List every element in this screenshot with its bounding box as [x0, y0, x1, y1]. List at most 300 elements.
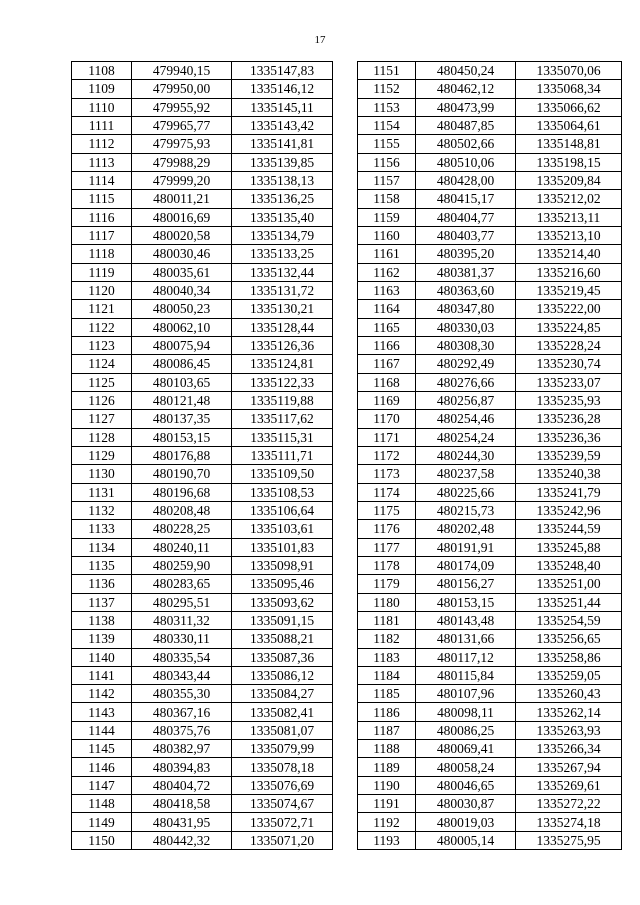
point-number-cell: 1140 [72, 648, 132, 666]
table-row [72, 190, 333, 208]
x-coordinate-cell: 480237,58 [416, 465, 516, 483]
x-coordinate-cell: 480418,58 [132, 795, 232, 813]
point-number-cell: 1179 [358, 575, 416, 593]
x-coordinate-cell: 480005,14 [416, 831, 516, 849]
point-number-cell: 1121 [72, 300, 132, 318]
table-row [358, 703, 622, 721]
table-row [358, 336, 622, 354]
table-row [72, 556, 333, 574]
table-row [358, 98, 622, 116]
y-coordinate-cell: 1335228,24 [516, 336, 622, 354]
y-coordinate-cell: 1335122,33 [232, 373, 333, 391]
y-coordinate-cell: 1335087,36 [232, 648, 333, 666]
y-coordinate-cell: 1335269,61 [516, 776, 622, 794]
y-coordinate-cell: 1335222,00 [516, 300, 622, 318]
x-coordinate-cell: 480355,30 [132, 685, 232, 703]
table-row [358, 556, 622, 574]
x-coordinate-cell: 480115,84 [416, 666, 516, 684]
point-number-cell: 1148 [72, 795, 132, 813]
table-row [72, 263, 333, 281]
point-number-cell: 1159 [358, 208, 416, 226]
x-coordinate-cell: 479999,20 [132, 171, 232, 189]
x-coordinate-cell: 480190,70 [132, 465, 232, 483]
x-coordinate-cell: 480121,48 [132, 391, 232, 409]
x-coordinate-cell: 480196,68 [132, 483, 232, 501]
x-coordinate-cell: 480295,51 [132, 593, 232, 611]
x-coordinate-cell: 480143,48 [416, 611, 516, 629]
table-row [72, 391, 333, 409]
table-row [72, 483, 333, 501]
table-row [72, 740, 333, 758]
point-number-cell: 1115 [72, 190, 132, 208]
x-coordinate-cell: 480415,17 [416, 190, 516, 208]
y-coordinate-cell: 1335130,21 [232, 300, 333, 318]
point-number-cell: 1191 [358, 795, 416, 813]
y-coordinate-cell: 1335242,96 [516, 501, 622, 519]
x-coordinate-cell: 480103,65 [132, 373, 232, 391]
table-row [72, 208, 333, 226]
y-coordinate-cell: 1335091,15 [232, 611, 333, 629]
point-number-cell: 1172 [358, 446, 416, 464]
table-row [358, 483, 622, 501]
y-coordinate-cell: 1335133,25 [232, 245, 333, 263]
y-coordinate-cell: 1335141,81 [232, 135, 333, 153]
point-number-cell: 1137 [72, 593, 132, 611]
y-coordinate-cell: 1335081,07 [232, 721, 333, 739]
y-coordinate-cell: 1335139,85 [232, 153, 333, 171]
x-coordinate-cell: 480228,25 [132, 520, 232, 538]
point-number-cell: 1120 [72, 281, 132, 299]
y-coordinate-cell: 1335235,93 [516, 391, 622, 409]
coordinate-table-right [357, 61, 622, 850]
y-coordinate-cell: 1335109,50 [232, 465, 333, 483]
point-number-cell: 1132 [72, 501, 132, 519]
y-coordinate-cell: 1335076,69 [232, 776, 333, 794]
table-row [358, 300, 622, 318]
point-number-cell: 1111 [72, 116, 132, 134]
x-coordinate-cell: 480450,24 [416, 62, 516, 80]
x-coordinate-cell: 480086,45 [132, 355, 232, 373]
table-row [358, 116, 622, 134]
table-row [72, 465, 333, 483]
table-row [72, 446, 333, 464]
point-number-cell: 1183 [358, 648, 416, 666]
table-row [358, 465, 622, 483]
table-row [72, 281, 333, 299]
point-number-cell: 1108 [72, 62, 132, 80]
point-number-cell: 1177 [358, 538, 416, 556]
x-coordinate-cell: 480137,35 [132, 410, 232, 428]
y-coordinate-cell: 1335084,27 [232, 685, 333, 703]
table-row [72, 116, 333, 134]
x-coordinate-cell: 480502,66 [416, 135, 516, 153]
point-number-cell: 1154 [358, 116, 416, 134]
y-coordinate-cell: 1335146,12 [232, 80, 333, 98]
x-coordinate-cell: 480343,44 [132, 666, 232, 684]
coordinate-table-right-body [358, 62, 622, 850]
table-row [72, 611, 333, 629]
x-coordinate-cell: 480058,24 [416, 758, 516, 776]
point-number-cell: 1160 [358, 226, 416, 244]
x-coordinate-cell: 479940,15 [132, 62, 232, 80]
x-coordinate-cell: 480240,11 [132, 538, 232, 556]
table-row [358, 813, 622, 831]
point-number-cell: 1145 [72, 740, 132, 758]
point-number-cell: 1143 [72, 703, 132, 721]
x-coordinate-cell: 480381,37 [416, 263, 516, 281]
y-coordinate-cell: 1335214,40 [516, 245, 622, 263]
x-coordinate-cell: 480308,30 [416, 336, 516, 354]
y-coordinate-cell: 1335230,74 [516, 355, 622, 373]
y-coordinate-cell: 1335213,10 [516, 226, 622, 244]
x-coordinate-cell: 480069,41 [416, 740, 516, 758]
y-coordinate-cell: 1335147,83 [232, 62, 333, 80]
y-coordinate-cell: 1335209,84 [516, 171, 622, 189]
point-number-cell: 1175 [358, 501, 416, 519]
x-coordinate-cell: 480292,49 [416, 355, 516, 373]
y-coordinate-cell: 1335239,59 [516, 446, 622, 464]
y-coordinate-cell: 1335259,05 [516, 666, 622, 684]
point-number-cell: 1123 [72, 336, 132, 354]
y-coordinate-cell: 1335254,59 [516, 611, 622, 629]
table-row [358, 593, 622, 611]
x-coordinate-cell: 480311,32 [132, 611, 232, 629]
y-coordinate-cell: 1335213,11 [516, 208, 622, 226]
table-row [358, 630, 622, 648]
table-row [72, 373, 333, 391]
x-coordinate-cell: 480075,94 [132, 336, 232, 354]
y-coordinate-cell: 1335119,88 [232, 391, 333, 409]
x-coordinate-cell: 480335,54 [132, 648, 232, 666]
point-number-cell: 1153 [358, 98, 416, 116]
table-row [72, 410, 333, 428]
x-coordinate-cell: 480404,72 [132, 776, 232, 794]
y-coordinate-cell: 1335244,59 [516, 520, 622, 538]
x-coordinate-cell: 480394,83 [132, 758, 232, 776]
y-coordinate-cell: 1335115,31 [232, 428, 333, 446]
x-coordinate-cell: 480016,69 [132, 208, 232, 226]
point-number-cell: 1141 [72, 666, 132, 684]
point-number-cell: 1176 [358, 520, 416, 538]
y-coordinate-cell: 1335219,45 [516, 281, 622, 299]
point-number-cell: 1187 [358, 721, 416, 739]
table-row [358, 575, 622, 593]
y-coordinate-cell: 1335143,42 [232, 116, 333, 134]
point-number-cell: 1112 [72, 135, 132, 153]
x-coordinate-cell: 480208,48 [132, 501, 232, 519]
y-coordinate-cell: 1335260,43 [516, 685, 622, 703]
table-row [72, 666, 333, 684]
x-coordinate-cell: 479975,93 [132, 135, 232, 153]
y-coordinate-cell: 1335134,79 [232, 226, 333, 244]
table-row [358, 428, 622, 446]
table-row [358, 263, 622, 281]
point-number-cell: 1181 [358, 611, 416, 629]
table-row [72, 428, 333, 446]
point-number-cell: 1180 [358, 593, 416, 611]
point-number-cell: 1188 [358, 740, 416, 758]
x-coordinate-cell: 480019,03 [416, 813, 516, 831]
table-row [72, 795, 333, 813]
point-number-cell: 1167 [358, 355, 416, 373]
x-coordinate-cell: 479955,92 [132, 98, 232, 116]
point-number-cell: 1169 [358, 391, 416, 409]
y-coordinate-cell: 1335241,79 [516, 483, 622, 501]
table-row [358, 318, 622, 336]
x-coordinate-cell: 480473,99 [416, 98, 516, 116]
x-coordinate-cell: 480487,85 [416, 116, 516, 134]
table-row [358, 501, 622, 519]
point-number-cell: 1113 [72, 153, 132, 171]
x-coordinate-cell: 480403,77 [416, 226, 516, 244]
point-number-cell: 1182 [358, 630, 416, 648]
y-coordinate-cell: 1335126,36 [232, 336, 333, 354]
table-row [72, 776, 333, 794]
table-row [358, 208, 622, 226]
table-row [358, 62, 622, 80]
table-row [72, 153, 333, 171]
x-coordinate-cell: 480382,97 [132, 740, 232, 758]
point-number-cell: 1131 [72, 483, 132, 501]
point-number-cell: 1155 [358, 135, 416, 153]
point-number-cell: 1134 [72, 538, 132, 556]
x-coordinate-cell: 480035,61 [132, 263, 232, 281]
point-number-cell: 1170 [358, 410, 416, 428]
point-number-cell: 1136 [72, 575, 132, 593]
table-row [72, 355, 333, 373]
coordinate-table-left-body [72, 62, 333, 850]
table-row [72, 336, 333, 354]
point-number-cell: 1127 [72, 410, 132, 428]
x-coordinate-cell: 480153,15 [132, 428, 232, 446]
x-coordinate-cell: 480363,60 [416, 281, 516, 299]
point-number-cell: 1122 [72, 318, 132, 336]
table-row [72, 758, 333, 776]
table-row [358, 281, 622, 299]
x-coordinate-cell: 480117,12 [416, 648, 516, 666]
x-coordinate-cell: 480225,66 [416, 483, 516, 501]
y-coordinate-cell: 1335111,71 [232, 446, 333, 464]
x-coordinate-cell: 480040,34 [132, 281, 232, 299]
y-coordinate-cell: 1335251,00 [516, 575, 622, 593]
y-coordinate-cell: 1335251,44 [516, 593, 622, 611]
x-coordinate-cell: 480050,23 [132, 300, 232, 318]
y-coordinate-cell: 1335256,65 [516, 630, 622, 648]
x-coordinate-cell: 480510,06 [416, 153, 516, 171]
table-row [358, 80, 622, 98]
x-coordinate-cell: 480191,91 [416, 538, 516, 556]
x-coordinate-cell: 480153,15 [416, 593, 516, 611]
table-row [358, 391, 622, 409]
point-number-cell: 1178 [358, 556, 416, 574]
table-row [358, 611, 622, 629]
table-row [358, 226, 622, 244]
x-coordinate-cell: 480283,65 [132, 575, 232, 593]
point-number-cell: 1118 [72, 245, 132, 263]
y-coordinate-cell: 1335103,61 [232, 520, 333, 538]
y-coordinate-cell: 1335108,53 [232, 483, 333, 501]
point-number-cell: 1146 [72, 758, 132, 776]
table-row [358, 538, 622, 556]
y-coordinate-cell: 1335248,40 [516, 556, 622, 574]
y-coordinate-cell: 1335131,72 [232, 281, 333, 299]
point-number-cell: 1152 [358, 80, 416, 98]
point-number-cell: 1157 [358, 171, 416, 189]
y-coordinate-cell: 1335216,60 [516, 263, 622, 281]
point-number-cell: 1185 [358, 685, 416, 703]
point-number-cell: 1158 [358, 190, 416, 208]
point-number-cell: 1149 [72, 813, 132, 831]
point-number-cell: 1117 [72, 226, 132, 244]
table-row [72, 575, 333, 593]
y-coordinate-cell: 1335236,28 [516, 410, 622, 428]
y-coordinate-cell: 1335124,81 [232, 355, 333, 373]
y-coordinate-cell: 1335078,18 [232, 758, 333, 776]
table-row [72, 630, 333, 648]
point-number-cell: 1161 [358, 245, 416, 263]
point-number-cell: 1142 [72, 685, 132, 703]
y-coordinate-cell: 1335136,25 [232, 190, 333, 208]
table-row [358, 373, 622, 391]
point-number-cell: 1156 [358, 153, 416, 171]
page-number: 17 [314, 34, 326, 46]
x-coordinate-cell: 480276,66 [416, 373, 516, 391]
point-number-cell: 1135 [72, 556, 132, 574]
table-row [72, 135, 333, 153]
y-coordinate-cell: 1335262,14 [516, 703, 622, 721]
y-coordinate-cell: 1335101,83 [232, 538, 333, 556]
x-coordinate-cell: 480062,10 [132, 318, 232, 336]
x-coordinate-cell: 480156,27 [416, 575, 516, 593]
x-coordinate-cell: 480330,03 [416, 318, 516, 336]
x-coordinate-cell: 480462,12 [416, 80, 516, 98]
table-row [358, 153, 622, 171]
y-coordinate-cell: 1335258,86 [516, 648, 622, 666]
y-coordinate-cell: 1335128,44 [232, 318, 333, 336]
table-row [358, 355, 622, 373]
point-number-cell: 1186 [358, 703, 416, 721]
x-coordinate-cell: 480367,16 [132, 703, 232, 721]
point-number-cell: 1151 [358, 62, 416, 80]
point-number-cell: 1139 [72, 630, 132, 648]
x-coordinate-cell: 480330,11 [132, 630, 232, 648]
y-coordinate-cell: 1335138,13 [232, 171, 333, 189]
x-coordinate-cell: 480254,46 [416, 410, 516, 428]
table-row [72, 703, 333, 721]
y-coordinate-cell: 1335198,15 [516, 153, 622, 171]
table-row [72, 245, 333, 263]
table-row [72, 648, 333, 666]
point-number-cell: 1116 [72, 208, 132, 226]
y-coordinate-cell: 1335267,94 [516, 758, 622, 776]
y-coordinate-cell: 1335074,67 [232, 795, 333, 813]
table-row [358, 831, 622, 849]
table-row [358, 410, 622, 428]
y-coordinate-cell: 1335245,88 [516, 538, 622, 556]
table-row [358, 685, 622, 703]
table-row [72, 62, 333, 80]
y-coordinate-cell: 1335148,81 [516, 135, 622, 153]
point-number-cell: 1190 [358, 776, 416, 794]
x-coordinate-cell: 480020,58 [132, 226, 232, 244]
y-coordinate-cell: 1335088,21 [232, 630, 333, 648]
table-row [72, 226, 333, 244]
y-coordinate-cell: 1335274,18 [516, 813, 622, 831]
y-coordinate-cell: 1335082,41 [232, 703, 333, 721]
point-number-cell: 1165 [358, 318, 416, 336]
y-coordinate-cell: 1335132,44 [232, 263, 333, 281]
table-row [72, 520, 333, 538]
x-coordinate-cell: 480046,65 [416, 776, 516, 794]
point-number-cell: 1173 [358, 465, 416, 483]
y-coordinate-cell: 1335212,02 [516, 190, 622, 208]
x-coordinate-cell: 480131,66 [416, 630, 516, 648]
x-coordinate-cell: 480375,76 [132, 721, 232, 739]
table-row [72, 593, 333, 611]
x-coordinate-cell: 480215,73 [416, 501, 516, 519]
table-row [358, 245, 622, 263]
x-coordinate-cell: 480347,80 [416, 300, 516, 318]
table-row [72, 721, 333, 739]
x-coordinate-cell: 480030,46 [132, 245, 232, 263]
y-coordinate-cell: 1335068,34 [516, 80, 622, 98]
y-coordinate-cell: 1335233,07 [516, 373, 622, 391]
point-number-cell: 1166 [358, 336, 416, 354]
point-number-cell: 1126 [72, 391, 132, 409]
table-row [72, 171, 333, 189]
point-number-cell: 1125 [72, 373, 132, 391]
x-coordinate-cell: 480254,24 [416, 428, 516, 446]
y-coordinate-cell: 1335236,36 [516, 428, 622, 446]
x-coordinate-cell: 480428,00 [416, 171, 516, 189]
x-coordinate-cell: 480011,21 [132, 190, 232, 208]
x-coordinate-cell: 480176,88 [132, 446, 232, 464]
y-coordinate-cell: 1335275,95 [516, 831, 622, 849]
y-coordinate-cell: 1335106,64 [232, 501, 333, 519]
point-number-cell: 1114 [72, 171, 132, 189]
table-row [358, 776, 622, 794]
coordinate-table-left [71, 61, 333, 850]
point-number-cell: 1119 [72, 263, 132, 281]
point-number-cell: 1144 [72, 721, 132, 739]
table-row [358, 740, 622, 758]
x-coordinate-cell: 480404,77 [416, 208, 516, 226]
table-row [72, 98, 333, 116]
y-coordinate-cell: 1335079,99 [232, 740, 333, 758]
x-coordinate-cell: 480431,95 [132, 813, 232, 831]
x-coordinate-cell: 480259,90 [132, 556, 232, 574]
point-number-cell: 1124 [72, 355, 132, 373]
table-row [358, 795, 622, 813]
table-row [72, 831, 333, 849]
point-number-cell: 1109 [72, 80, 132, 98]
x-coordinate-cell: 480442,32 [132, 831, 232, 849]
table-row [358, 171, 622, 189]
y-coordinate-cell: 1335263,93 [516, 721, 622, 739]
point-number-cell: 1168 [358, 373, 416, 391]
y-coordinate-cell: 1335093,62 [232, 593, 333, 611]
y-coordinate-cell: 1335072,71 [232, 813, 333, 831]
y-coordinate-cell: 1335086,12 [232, 666, 333, 684]
point-number-cell: 1189 [358, 758, 416, 776]
y-coordinate-cell: 1335240,38 [516, 465, 622, 483]
table-row [358, 520, 622, 538]
x-coordinate-cell: 479950,00 [132, 80, 232, 98]
y-coordinate-cell: 1335095,46 [232, 575, 333, 593]
x-coordinate-cell: 480244,30 [416, 446, 516, 464]
table-row [72, 685, 333, 703]
y-coordinate-cell: 1335224,85 [516, 318, 622, 336]
